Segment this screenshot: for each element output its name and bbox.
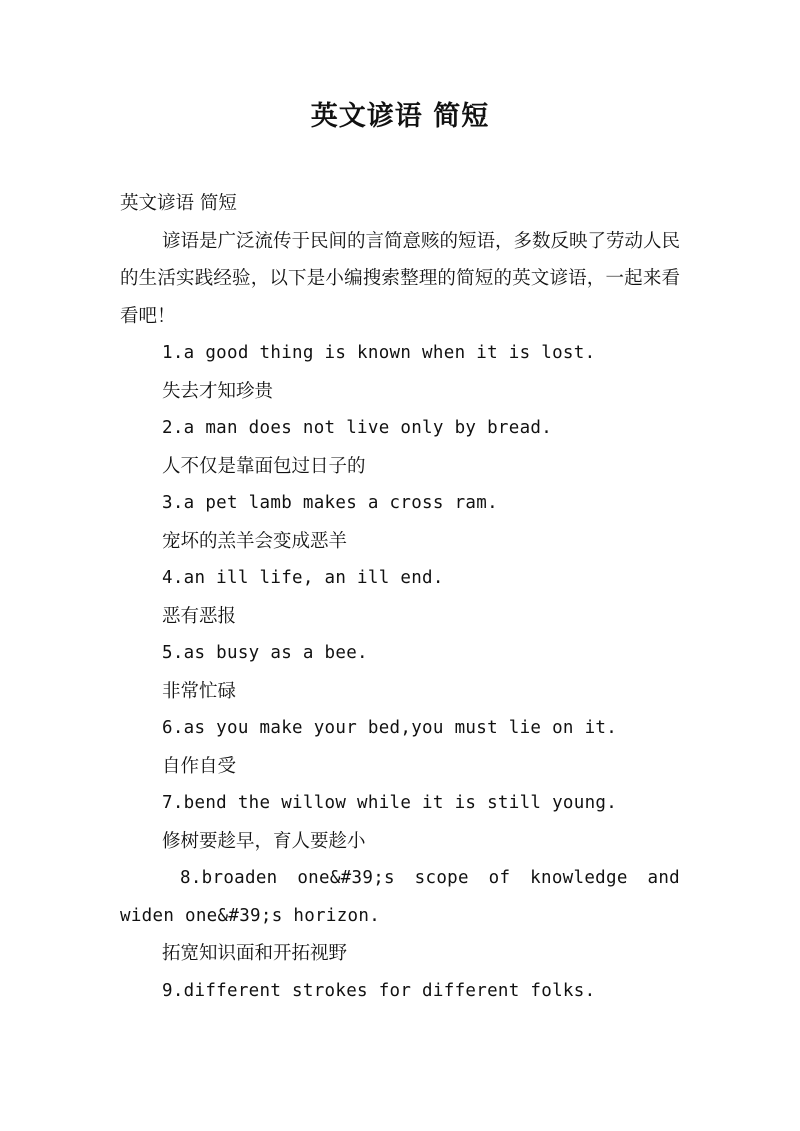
proverb-english: 4.an ill life, an ill end. xyxy=(162,568,444,588)
proverb-english-line1: 8.broaden one&#39;s scope of knowledge and xyxy=(180,868,680,888)
proverb-chinese: 宠坏的羔羊会变成恶羊 xyxy=(162,530,348,552)
proverb-english: 6.as you make your bed,you must lie on it. xyxy=(162,718,618,738)
proverb-chinese: 人不仅是靠面包过日子的 xyxy=(162,455,366,477)
section-heading: 英文谚语 简短 xyxy=(120,193,237,214)
proverb-english: 3.a pet lamb makes a cross ram. xyxy=(162,493,498,513)
proverb-chinese: 失去才知珍贵 xyxy=(162,380,274,402)
proverb-chinese: 非常忙碌 xyxy=(162,680,237,702)
document-title: 英文谚语 简短 xyxy=(310,101,490,132)
proverb-english: 1.a good thing is known when it is lost. xyxy=(162,343,596,363)
proverb-english: 2.a man does not live only by bread. xyxy=(162,418,553,438)
proverb-english-line2: widen one&#39;s horizon. xyxy=(120,905,381,926)
proverb-english: 7.bend the willow while it is still young. xyxy=(162,793,618,813)
proverb-chinese: 修树要趁早，育人要趁小 xyxy=(162,830,366,852)
document-body xyxy=(120,185,680,1010)
proverb-english: 9.different strokes for different folks. xyxy=(162,980,596,1001)
proverb-chinese: 自作自受 xyxy=(162,755,237,777)
intro-paragraph: 谚语是广泛流传于民间的言简意赅的短语，多数反映了劳动人民的生活实践经验，以下是小编搜索整理的简短的英文谚语，一起来看看吧！ xyxy=(120,230,681,327)
proverb-chinese: 拓宽知识面和开拓视野 xyxy=(162,943,348,964)
proverb-chinese: 恶有恶报 xyxy=(162,605,237,627)
proverb-english: 5.as busy as a bee. xyxy=(162,643,368,663)
